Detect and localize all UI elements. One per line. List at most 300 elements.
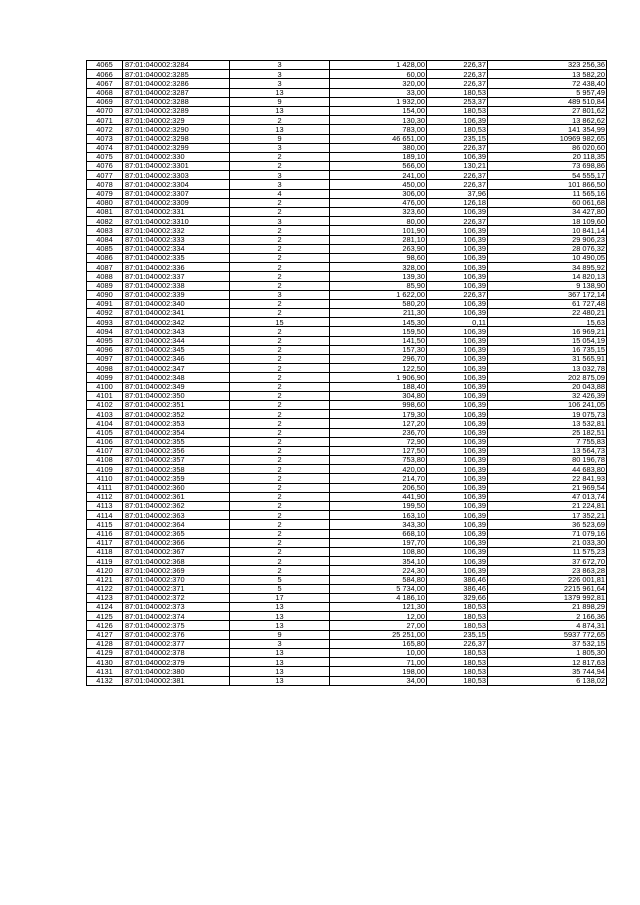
area-cell: 354,10 <box>330 557 427 566</box>
cadastral-number-cell: 87:01:040002:342 <box>123 318 230 327</box>
cadastral-number-cell: 87:01:040002:3288 <box>123 97 230 106</box>
category-cell: 2 <box>230 391 330 400</box>
area-cell: 154,00 <box>330 106 427 115</box>
table-row <box>87 502 607 511</box>
table-row <box>87 106 607 115</box>
rate-cell: 226,37 <box>427 61 488 70</box>
category-cell: 13 <box>230 106 330 115</box>
cadastral-number-cell: 87:01:040002:379 <box>123 658 230 667</box>
rate-cell: 106,39 <box>427 557 488 566</box>
category-cell: 3 <box>230 180 330 189</box>
value-cell: 16 735,15 <box>488 345 607 354</box>
value-cell: 21 969,54 <box>488 483 607 492</box>
area-cell: 668,10 <box>330 529 427 538</box>
category-cell: 2 <box>230 235 330 244</box>
category-cell: 13 <box>230 603 330 612</box>
table-row <box>87 547 607 556</box>
category-cell: 5 <box>230 584 330 593</box>
area-cell: 12,00 <box>330 612 427 621</box>
cadastral-number-cell: 87:01:040002:350 <box>123 391 230 400</box>
table-row <box>87 364 607 373</box>
category-cell: 2 <box>230 400 330 409</box>
table-row <box>87 318 607 327</box>
area-cell: 71,00 <box>330 658 427 667</box>
area-cell: 296,70 <box>330 355 427 364</box>
rate-cell: 235,15 <box>427 630 488 639</box>
cadastral-number-cell: 87:01:040002:3298 <box>123 134 230 143</box>
rate-cell: 106,39 <box>427 474 488 483</box>
row-number-cell: 4073 <box>87 134 123 143</box>
row-number-cell: 4105 <box>87 428 123 437</box>
value-cell: 22 480,21 <box>488 309 607 318</box>
cadastral-number-cell: 87:01:040002:337 <box>123 272 230 281</box>
cadastral-number-cell: 87:01:040002:346 <box>123 355 230 364</box>
row-number-cell: 4099 <box>87 373 123 382</box>
row-number-cell: 4125 <box>87 612 123 621</box>
value-cell: 2215 961,64 <box>488 584 607 593</box>
area-cell: 10,00 <box>330 649 427 658</box>
area-cell: 584,80 <box>330 575 427 584</box>
value-cell: 106 241,05 <box>488 400 607 409</box>
cadastral-number-cell: 87:01:040002:329 <box>123 116 230 125</box>
cadastral-number-cell: 87:01:040002:3299 <box>123 143 230 152</box>
area-cell: 139,30 <box>330 272 427 281</box>
cadastral-number-cell: 87:01:040002:341 <box>123 309 230 318</box>
rate-cell: 180,53 <box>427 621 488 630</box>
category-cell: 13 <box>230 621 330 630</box>
category-cell: 2 <box>230 226 330 235</box>
rate-cell: 106,39 <box>427 244 488 253</box>
rate-cell: 226,37 <box>427 70 488 79</box>
row-number-cell: 4093 <box>87 318 123 327</box>
rate-cell: 180,53 <box>427 612 488 621</box>
area-cell: 320,00 <box>330 79 427 88</box>
area-cell: 380,00 <box>330 143 427 152</box>
category-cell: 13 <box>230 125 330 134</box>
area-cell: 157,30 <box>330 345 427 354</box>
rate-cell: 180,53 <box>427 603 488 612</box>
row-number-cell: 4112 <box>87 492 123 501</box>
category-cell: 2 <box>230 492 330 501</box>
cadastral-number-cell: 87:01:040002:358 <box>123 465 230 474</box>
category-cell: 5 <box>230 575 330 584</box>
cadastral-number-cell: 87:01:040002:359 <box>123 474 230 483</box>
category-cell: 2 <box>230 419 330 428</box>
row-number-cell: 4101 <box>87 391 123 400</box>
value-cell: 5 957,49 <box>488 88 607 97</box>
cadastral-number-cell: 87:01:040002:340 <box>123 299 230 308</box>
rate-cell: 180,53 <box>427 88 488 97</box>
cadastral-number-cell: 87:01:040002:3301 <box>123 162 230 171</box>
row-number-cell: 4110 <box>87 474 123 483</box>
rate-cell: 226,37 <box>427 180 488 189</box>
area-cell: 580,20 <box>330 299 427 308</box>
category-cell: 2 <box>230 446 330 455</box>
row-number-cell: 4114 <box>87 511 123 520</box>
row-number-cell: 4071 <box>87 116 123 125</box>
rate-cell: 106,39 <box>427 400 488 409</box>
category-cell: 2 <box>230 502 330 511</box>
area-cell: 441,90 <box>330 492 427 501</box>
category-cell: 2 <box>230 244 330 253</box>
cadastral-number-cell: 87:01:040002:3286 <box>123 79 230 88</box>
value-cell: 21 033,30 <box>488 538 607 547</box>
cadastral-number-cell: 87:01:040002:369 <box>123 566 230 575</box>
rate-cell: 130,21 <box>427 162 488 171</box>
cadastral-number-cell: 87:01:040002:3307 <box>123 189 230 198</box>
row-number-cell: 4087 <box>87 263 123 272</box>
table-row <box>87 520 607 529</box>
table-row <box>87 309 607 318</box>
value-cell: 28 076,32 <box>488 244 607 253</box>
category-cell: 2 <box>230 355 330 364</box>
area-cell: 60,00 <box>330 70 427 79</box>
cadastral-number-cell: 87:01:040002:361 <box>123 492 230 501</box>
value-cell: 141 354,99 <box>488 125 607 134</box>
table-row <box>87 612 607 621</box>
category-cell: 2 <box>230 253 330 262</box>
table-row <box>87 162 607 171</box>
table-row <box>87 116 607 125</box>
area-cell: 34,00 <box>330 676 427 685</box>
cadastral-number-cell: 87:01:040002:344 <box>123 336 230 345</box>
area-cell: 566,00 <box>330 162 427 171</box>
cadastral-number-cell: 87:01:040002:356 <box>123 446 230 455</box>
area-cell: 80,00 <box>330 217 427 226</box>
row-number-cell: 4126 <box>87 621 123 630</box>
rate-cell: 106,39 <box>427 235 488 244</box>
row-number-cell: 4072 <box>87 125 123 134</box>
row-number-cell: 4086 <box>87 253 123 262</box>
cadastral-number-cell: 87:01:040002:364 <box>123 520 230 529</box>
cadastral-number-cell: 87:01:040002:332 <box>123 226 230 235</box>
category-cell: 2 <box>230 281 330 290</box>
category-cell: 2 <box>230 520 330 529</box>
value-cell: 13 564,73 <box>488 446 607 455</box>
category-cell: 2 <box>230 364 330 373</box>
row-number-cell: 4075 <box>87 152 123 161</box>
cadastral-number-cell: 87:01:040002:363 <box>123 511 230 520</box>
value-cell: 11 575,23 <box>488 547 607 556</box>
area-cell: 197,70 <box>330 538 427 547</box>
value-cell: 29 906,23 <box>488 235 607 244</box>
row-number-cell: 4121 <box>87 575 123 584</box>
rate-cell: 226,37 <box>427 290 488 299</box>
area-cell: 1 622,00 <box>330 290 427 299</box>
area-cell: 127,50 <box>330 446 427 455</box>
area-cell: 5 734,00 <box>330 584 427 593</box>
area-cell: 179,30 <box>330 410 427 419</box>
cadastral-number-cell: 87:01:040002:365 <box>123 529 230 538</box>
rate-cell: 126,18 <box>427 198 488 207</box>
area-cell: 306,00 <box>330 189 427 198</box>
row-number-cell: 4089 <box>87 281 123 290</box>
value-cell: 14 820,13 <box>488 272 607 281</box>
table-row <box>87 649 607 658</box>
value-cell: 86 020,60 <box>488 143 607 152</box>
value-cell: 10969 982,65 <box>488 134 607 143</box>
value-cell: 34 427,80 <box>488 208 607 217</box>
value-cell: 36 523,69 <box>488 520 607 529</box>
table-row <box>87 327 607 336</box>
cadastral-number-cell: 87:01:040002:343 <box>123 327 230 336</box>
value-cell: 32 426,39 <box>488 391 607 400</box>
value-cell: 47 013,74 <box>488 492 607 501</box>
category-cell: 2 <box>230 198 330 207</box>
rate-cell: 106,39 <box>427 382 488 391</box>
row-number-cell: 4117 <box>87 538 123 547</box>
value-cell: 1 805,30 <box>488 649 607 658</box>
row-number-cell: 4124 <box>87 603 123 612</box>
cadastral-number-cell: 87:01:040002:3303 <box>123 171 230 180</box>
rate-cell: 106,39 <box>427 547 488 556</box>
cadastral-number-cell: 87:01:040002:375 <box>123 621 230 630</box>
cadastral-number-cell: 87:01:040002:367 <box>123 547 230 556</box>
value-cell: 15,63 <box>488 318 607 327</box>
table-row <box>87 419 607 428</box>
row-number-cell: 4106 <box>87 437 123 446</box>
value-cell: 44 683,80 <box>488 465 607 474</box>
row-number-cell: 4102 <box>87 400 123 409</box>
value-cell: 60 061,68 <box>488 198 607 207</box>
table-row <box>87 217 607 226</box>
rate-cell: 226,37 <box>427 171 488 180</box>
row-number-cell: 4119 <box>87 557 123 566</box>
cadastral-number-cell: 87:01:040002:339 <box>123 290 230 299</box>
row-number-cell: 4100 <box>87 382 123 391</box>
table-row <box>87 61 607 70</box>
category-cell: 3 <box>230 143 330 152</box>
rate-cell: 180,53 <box>427 676 488 685</box>
area-cell: 189,10 <box>330 152 427 161</box>
category-cell: 2 <box>230 309 330 318</box>
row-number-cell: 4085 <box>87 244 123 253</box>
table-row <box>87 208 607 217</box>
rate-cell: 106,39 <box>427 492 488 501</box>
table-row <box>87 198 607 207</box>
rate-cell: 106,39 <box>427 520 488 529</box>
value-cell: 20 118,35 <box>488 152 607 161</box>
row-number-cell: 4095 <box>87 336 123 345</box>
rate-cell: 106,39 <box>427 410 488 419</box>
rate-cell: 106,39 <box>427 391 488 400</box>
value-cell: 37 672,70 <box>488 557 607 566</box>
row-number-cell: 4128 <box>87 639 123 648</box>
category-cell: 2 <box>230 152 330 161</box>
cadastral-number-cell: 87:01:040002:330 <box>123 152 230 161</box>
area-cell: 163,10 <box>330 511 427 520</box>
area-cell: 343,30 <box>330 520 427 529</box>
category-cell: 13 <box>230 658 330 667</box>
value-cell: 35 744,94 <box>488 667 607 676</box>
cadastral-number-cell: 87:01:040002:376 <box>123 630 230 639</box>
area-cell: 145,30 <box>330 318 427 327</box>
table-row <box>87 171 607 180</box>
area-cell: 25 251,00 <box>330 630 427 639</box>
rate-cell: 180,53 <box>427 649 488 658</box>
category-cell: 2 <box>230 474 330 483</box>
category-cell: 2 <box>230 116 330 125</box>
value-cell: 22 841,93 <box>488 474 607 483</box>
cadastral-number-cell: 87:01:040002:345 <box>123 345 230 354</box>
row-number-cell: 4120 <box>87 566 123 575</box>
category-cell: 13 <box>230 612 330 621</box>
cadastral-number-cell: 87:01:040002:336 <box>123 263 230 272</box>
row-number-cell: 4091 <box>87 299 123 308</box>
value-cell: 16 969,21 <box>488 327 607 336</box>
table-row <box>87 511 607 520</box>
row-number-cell: 4107 <box>87 446 123 455</box>
table-row <box>87 474 607 483</box>
rate-cell: 106,39 <box>427 437 488 446</box>
rate-cell: 106,39 <box>427 272 488 281</box>
area-cell: 1 428,00 <box>330 61 427 70</box>
area-cell: 130,30 <box>330 116 427 125</box>
area-cell: 141,50 <box>330 336 427 345</box>
table-row <box>87 575 607 584</box>
table-row <box>87 152 607 161</box>
table-row <box>87 125 607 134</box>
value-cell: 21 898,29 <box>488 603 607 612</box>
table-row <box>87 428 607 437</box>
value-cell: 13 532,81 <box>488 419 607 428</box>
category-cell: 2 <box>230 557 330 566</box>
cadastral-number-cell: 87:01:040002:362 <box>123 502 230 511</box>
cadastral-number-cell: 87:01:040002:334 <box>123 244 230 253</box>
row-number-cell: 4108 <box>87 456 123 465</box>
row-number-cell: 4109 <box>87 465 123 474</box>
row-number-cell: 4131 <box>87 667 123 676</box>
table-row <box>87 639 607 648</box>
rate-cell: 180,53 <box>427 667 488 676</box>
cadastral-number-cell: 87:01:040002:3284 <box>123 61 230 70</box>
cadastral-number-cell: 87:01:040002:3310 <box>123 217 230 226</box>
table-row <box>87 281 607 290</box>
category-cell: 9 <box>230 134 330 143</box>
cadastral-number-cell: 87:01:040002:331 <box>123 208 230 217</box>
cadastral-number-cell: 87:01:040002:349 <box>123 382 230 391</box>
area-cell: 998,60 <box>330 400 427 409</box>
category-cell: 9 <box>230 630 330 639</box>
cadastral-number-cell: 87:01:040002:377 <box>123 639 230 648</box>
table-row <box>87 382 607 391</box>
category-cell: 3 <box>230 79 330 88</box>
area-cell: 476,00 <box>330 198 427 207</box>
area-cell: 450,00 <box>330 180 427 189</box>
area-cell: 1 932,00 <box>330 97 427 106</box>
table-row <box>87 584 607 593</box>
table-row <box>87 446 607 455</box>
table-row <box>87 676 607 685</box>
row-number-cell: 4094 <box>87 327 123 336</box>
table-row <box>87 400 607 409</box>
table-row <box>87 226 607 235</box>
value-cell: 73 698,86 <box>488 162 607 171</box>
row-number-cell: 4130 <box>87 658 123 667</box>
row-number-cell: 4092 <box>87 309 123 318</box>
category-cell: 3 <box>230 217 330 226</box>
row-number-cell: 4070 <box>87 106 123 115</box>
cadastral-number-cell: 87:01:040002:348 <box>123 373 230 382</box>
table-row <box>87 410 607 419</box>
row-number-cell: 4066 <box>87 70 123 79</box>
rate-cell: 226,37 <box>427 143 488 152</box>
category-cell: 2 <box>230 410 330 419</box>
rate-cell: 106,39 <box>427 465 488 474</box>
category-cell: 2 <box>230 566 330 575</box>
table-row <box>87 272 607 281</box>
category-cell: 2 <box>230 428 330 437</box>
row-number-cell: 4113 <box>87 502 123 511</box>
value-cell: 13 032,78 <box>488 364 607 373</box>
cadastral-number-cell: 87:01:040002:366 <box>123 538 230 547</box>
row-number-cell: 4079 <box>87 189 123 198</box>
value-cell: 202 875,09 <box>488 373 607 382</box>
table-row <box>87 437 607 446</box>
cadastral-number-cell: 87:01:040002:333 <box>123 235 230 244</box>
cadastral-number-cell: 87:01:040002:368 <box>123 557 230 566</box>
area-cell: 783,00 <box>330 125 427 134</box>
row-number-cell: 4084 <box>87 235 123 244</box>
table-row <box>87 79 607 88</box>
rate-cell: 253,37 <box>427 97 488 106</box>
rate-cell: 106,39 <box>427 327 488 336</box>
row-number-cell: 4116 <box>87 529 123 538</box>
table-row <box>87 529 607 538</box>
row-number-cell: 4096 <box>87 345 123 354</box>
category-cell: 2 <box>230 208 330 217</box>
cadastral-number-cell: 87:01:040002:380 <box>123 667 230 676</box>
category-cell: 2 <box>230 483 330 492</box>
table-row <box>87 621 607 630</box>
cadastral-number-cell: 87:01:040002:353 <box>123 419 230 428</box>
cadastral-number-cell: 87:01:040002:360 <box>123 483 230 492</box>
table-row <box>87 557 607 566</box>
cadastral-number-cell: 87:01:040002:347 <box>123 364 230 373</box>
value-cell: 4 874,31 <box>488 621 607 630</box>
cadastral-number-cell: 87:01:040002:357 <box>123 456 230 465</box>
category-cell: 2 <box>230 263 330 272</box>
table-row <box>87 483 607 492</box>
value-cell: 13 862,62 <box>488 116 607 125</box>
cadastral-number-cell: 87:01:040002:3285 <box>123 70 230 79</box>
table-row <box>87 538 607 547</box>
rate-cell: 106,39 <box>427 502 488 511</box>
cadastral-number-cell: 87:01:040002:373 <box>123 603 230 612</box>
row-number-cell: 4129 <box>87 649 123 658</box>
area-cell: 236,70 <box>330 428 427 437</box>
row-number-cell: 4122 <box>87 584 123 593</box>
row-number-cell: 4069 <box>87 97 123 106</box>
rate-cell: 106,39 <box>427 566 488 575</box>
rate-cell: 106,39 <box>427 373 488 382</box>
area-cell: 27,00 <box>330 621 427 630</box>
value-cell: 31 565,91 <box>488 355 607 364</box>
row-number-cell: 4123 <box>87 593 123 602</box>
area-cell: 122,50 <box>330 364 427 373</box>
row-number-cell: 4090 <box>87 290 123 299</box>
rate-cell: 226,37 <box>427 217 488 226</box>
row-number-cell: 4132 <box>87 676 123 685</box>
rate-cell: 180,53 <box>427 658 488 667</box>
table-row <box>87 180 607 189</box>
table-row <box>87 143 607 152</box>
table-row <box>87 373 607 382</box>
area-cell: 46 651,00 <box>330 134 427 143</box>
category-cell: 13 <box>230 88 330 97</box>
rate-cell: 235,15 <box>427 134 488 143</box>
table-row <box>87 253 607 262</box>
